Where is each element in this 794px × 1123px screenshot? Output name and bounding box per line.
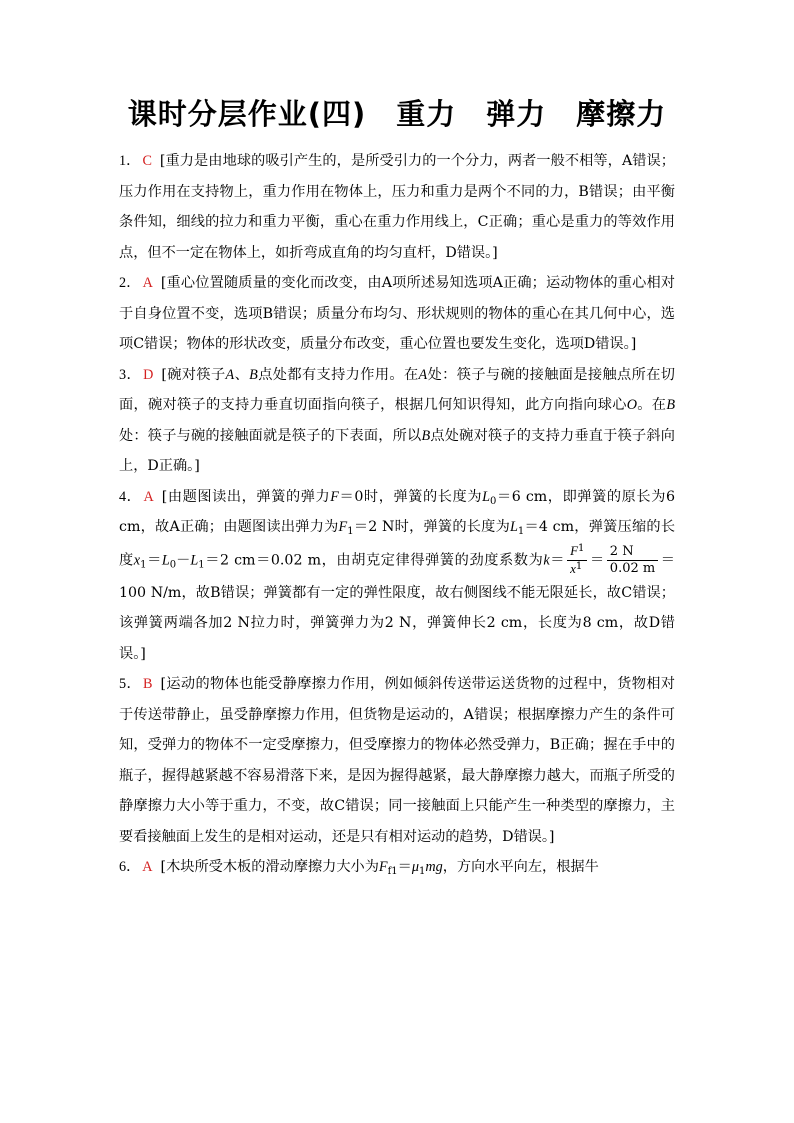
subscript: f1 xyxy=(387,866,398,877)
explanation-text: 点处都有支持力作用。在 xyxy=(257,366,419,383)
variable: F xyxy=(378,859,388,875)
variable: mg xyxy=(425,859,443,875)
explanation-text: [重力是由地球的吸引产生的，是所受引力的一个分力，两者一般不相等，A错误；压力作用在支持物上，重力作用在物体上，压力和重力是两个不同的力，B错误；由平衡条件知，细线的拉力和重力平衡，重心在重力作用线上，C正确；重心是重力的等效作用点，但不一定在物体上，如折弯成直角的均匀直杆，D错误。] xyxy=(119,153,675,261)
item-number: 2． xyxy=(119,275,141,291)
answer-letter: B xyxy=(143,676,153,692)
fraction-denominator xyxy=(567,561,587,578)
explanation-text: ＝4 cm，弹簧压缩的长度 xyxy=(119,519,676,568)
explanation-text: ＝100 N/m，故B错误；弹簧都有一定的弹性限度，故右侧图线不能无限延长，故C错误；该弹簧两端各加2 N拉力时，弹簧弹力为2 N，弹簧伸长2 cm，长度为8 cm，故D错误。] xyxy=(119,552,675,662)
answer-item-6 xyxy=(119,852,675,883)
explanation-text: 处：筷子与碗的接触面是接触点所在切面，碗对筷子的支持力垂直切面指向筷子，根据几何知识得知，此方向指向球心 xyxy=(119,366,675,413)
answer-item-3 xyxy=(119,360,675,482)
item-number: 4． xyxy=(119,488,142,505)
variable: μ xyxy=(411,859,419,875)
answer-letter: A xyxy=(142,275,153,291)
explanation-text: ＝ xyxy=(397,859,412,875)
explanation-text: ＝ xyxy=(146,552,162,568)
fraction-formula xyxy=(567,543,587,578)
variable: A xyxy=(225,366,235,383)
variable: F xyxy=(570,542,579,558)
item-number: 1． xyxy=(119,153,141,169)
explanation-text: [木块所受木板的滑动摩擦力大小为 xyxy=(160,859,379,875)
subscript: 1 xyxy=(140,559,147,570)
explanation-text: 处：筷子与碗的接触面就是筷子的下表面，所以 xyxy=(119,427,422,444)
explanation-text: ＝2 cm＝0.02 m，由胡克定律得弹簧的劲度系数为 xyxy=(204,552,544,568)
subscript: 1 xyxy=(347,526,354,537)
explanation-text: ＝2 N时，弹簧的长度为 xyxy=(353,519,510,535)
variable: L xyxy=(190,552,199,568)
explanation-text: ＝0时，弹簧的长度为 xyxy=(338,488,483,505)
subscript: 1 xyxy=(418,866,426,877)
variable: L xyxy=(161,552,170,568)
item-number: 3． xyxy=(119,366,142,383)
answer-item-5 xyxy=(119,669,675,852)
fraction-denominator: 0.02 m xyxy=(609,560,656,576)
item-number: 6． xyxy=(119,859,141,875)
explanation-text: 点处碗对筷子的支持力垂直于筷子斜向上，D正确。] xyxy=(119,427,675,474)
variable: k xyxy=(543,552,550,568)
answer-item-1 xyxy=(119,146,675,268)
explanation-text: 、 xyxy=(234,366,250,383)
variable: F xyxy=(330,488,339,505)
explanation-text: － xyxy=(176,552,191,568)
explanation-text: [由题图读出，弹簧的弹力 xyxy=(161,488,331,505)
variable: B xyxy=(666,397,675,413)
subscript: 0 xyxy=(169,559,177,570)
answer-item-2 xyxy=(119,268,675,360)
fraction-numerator xyxy=(567,543,587,561)
explanation-text: ＝6 cm，即弹簧的原长为6 cm，故A正确；由题图读出弹力为 xyxy=(119,488,675,535)
variable: F xyxy=(338,519,348,535)
answer-list xyxy=(119,146,675,883)
variable: B xyxy=(249,366,258,383)
variable: B xyxy=(421,427,431,444)
answer-item-4 xyxy=(119,482,675,670)
answer-letter: A xyxy=(143,488,154,505)
explanation-text: ＝ xyxy=(589,552,605,568)
explanation-text: ，方向水平向左，根据牛 xyxy=(442,859,599,875)
subscript: 1 xyxy=(198,559,205,570)
explanation-text: [重心位置随质量的变化而改变，由A项所述易知选项A正确；运动物体的重心相对于自身位置不变，选项B错误；质量分布均匀、形状规则的物体的重心在其几何中心，选项C错误；物体的形状改变，质量分布改变，重心位置也要发生变化，选项D错误。] xyxy=(119,275,675,352)
item-number: 5． xyxy=(119,676,141,692)
explanation-text: [碗对筷子 xyxy=(161,366,226,383)
superscript: 1 xyxy=(578,542,585,554)
explanation-text: ＝ xyxy=(549,552,566,568)
variable: A xyxy=(418,366,428,383)
explanation-text: [运动的物体也能受静摩擦力作用，例如倾斜传送带运送货物的过程中，货物相对于传送带静止，虽受静摩擦力作用，但货物是运动的，A错误；根据摩擦力产生的条件可知，受弹力的物体不一定受摩擦力，但受摩擦力的物体必然受弹力，B正确；握在手中的瓶子，握得越紧越不容易滑落下来，是因为握得越紧，最大静摩擦力越大，而瓶子所受的静摩擦力大小等于重力，不变，故C错误；同一接触面上只能产生一种类型的摩擦力，主要看接触面上发生的是相对运动，还是只有相对运动的趋势，D错误。] xyxy=(119,676,675,845)
answer-letter: C xyxy=(142,153,152,169)
variable: L xyxy=(510,519,518,535)
answer-letter: D xyxy=(143,366,154,383)
variable: x xyxy=(570,560,576,576)
variable: x xyxy=(133,552,141,568)
variable: L xyxy=(482,488,490,505)
page-title: 课时分层作业(四) 重力 弹力 摩擦力 xyxy=(127,97,667,131)
answer-letter: A xyxy=(142,859,153,875)
explanation-text: 。在 xyxy=(636,397,667,413)
fraction-values xyxy=(607,544,658,577)
fraction-numerator: 2 N xyxy=(607,544,658,561)
superscript: 1 xyxy=(575,560,583,572)
variable: O xyxy=(626,397,637,413)
subscript: 1 xyxy=(517,526,525,537)
subscript: 0 xyxy=(489,495,497,507)
